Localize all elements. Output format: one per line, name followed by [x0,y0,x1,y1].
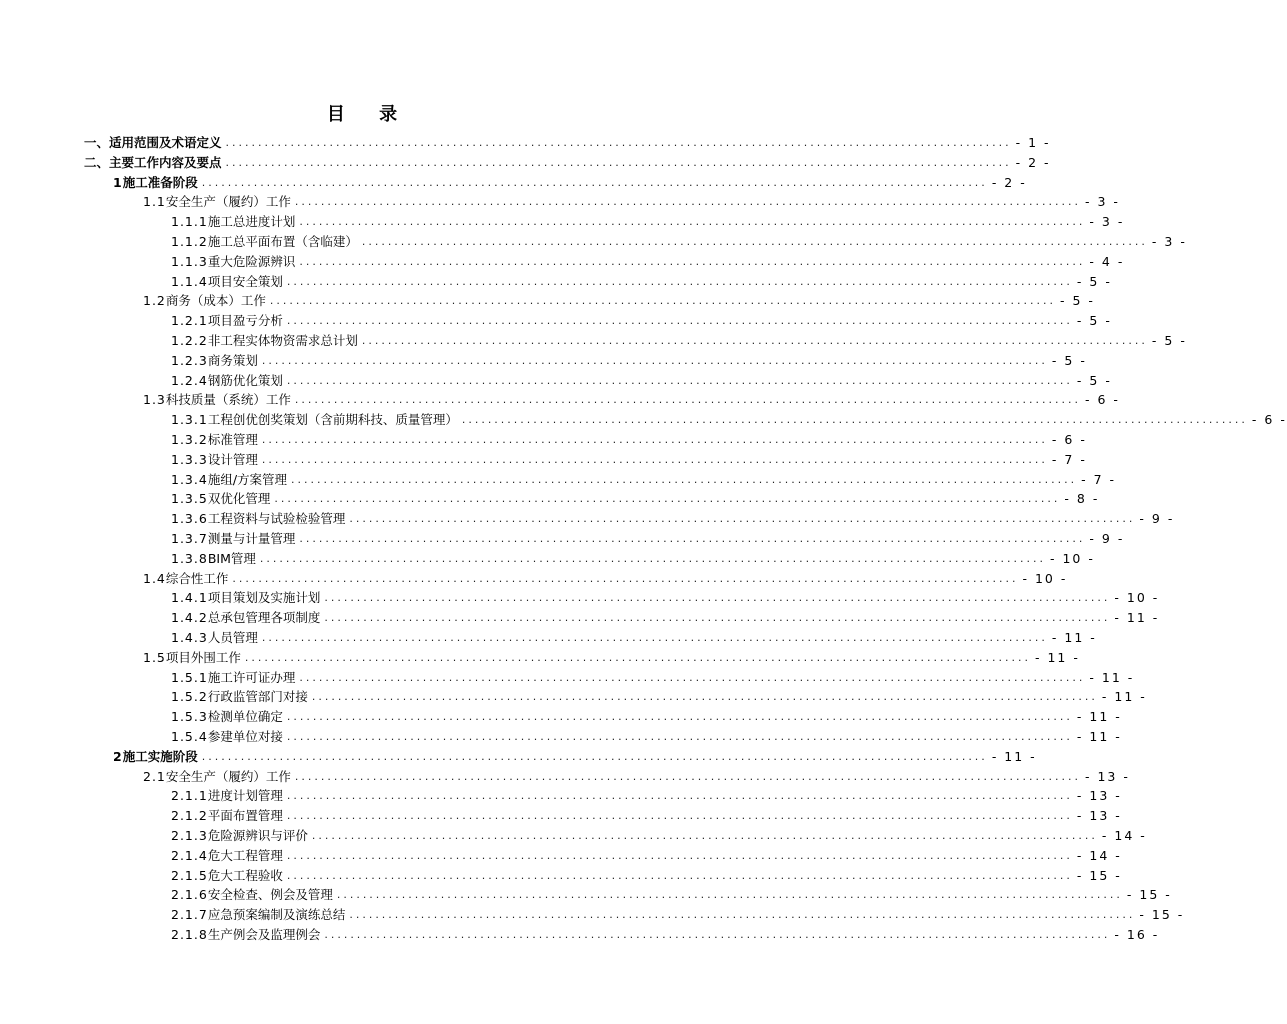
toc-entry-label: 人员管理 [207,630,258,645]
toc-entry-label: 施工总平面布置（含临建） [207,234,358,249]
toc-entry-page: - 15 - [1076,867,1122,883]
toc-entry-label: 行政监管部门对接 [207,689,308,705]
toc-entry[interactable] [143,192,1120,212]
toc-entry-page: - 5 - [1076,273,1112,289]
toc-entry[interactable] [171,905,1185,925]
toc-entry-label: 安全生产（履约）工作 [165,194,291,210]
toc-entry-number: 2.1.1 [171,788,208,804]
toc-entry-label: 一、适用范围及术语定义 [84,135,222,150]
toc-leader-dots: ......................................................................................................................... [261,353,1048,367]
toc-entry-number: 1.5.4 [171,729,208,744]
toc-entry[interactable] [84,153,1051,173]
toc-leader-dots: ......................................................................................................................... [349,908,1136,922]
toc-entry-page: - 9 - [1089,531,1125,546]
toc-entry-number: 2.1.5 [171,867,208,883]
toc-entry[interactable] [171,450,1087,470]
toc-leader-dots: ......................................................................................................................... [361,235,1148,248]
toc-entry-page: - 6 - [1251,412,1287,428]
toc-entry[interactable] [171,252,1125,272]
toc-entry-page: - 11 - [1114,610,1160,626]
toc-leader-dots: ......................................................................................................................... [286,809,1073,823]
toc-entry-page: - 11 - [1076,709,1122,725]
toc-entry[interactable] [171,509,1175,529]
toc-entry-label: 安全生产（履约）工作 [165,768,291,784]
toc-leader-dots: ......................................................................................................................... [269,294,1056,308]
toc-leader-dots: ......................................................................................................................... [286,848,1073,862]
toc-entry-label: 参建单位对接 [207,729,283,744]
toc-entry-number: 1.5 [143,649,166,665]
toc-leader-dots: ......................................................................................................................... [299,532,1086,545]
toc-entry-label: BIM管理 [207,550,256,566]
toc-leader-dots: ......................................................................................................................... [286,314,1073,328]
toc-entry[interactable] [171,529,1125,549]
toc-entry-page: - 15 - [1139,907,1185,923]
toc-entry-label: 设计管理 [207,451,258,467]
toc-entry[interactable] [84,133,1051,153]
toc-entry-page: - 14 - [1101,828,1147,843]
toc-entry-number: 1.3.4 [171,471,208,487]
toc-entry-number: 1.1.1 [171,214,208,230]
toc-entry-page: - 1 - [1015,135,1051,150]
toc-entry[interactable] [143,648,1080,668]
toc-entry-label: 测量与计量管理 [207,531,296,546]
toc-entry[interactable] [171,628,1097,648]
toc-entry[interactable] [171,331,1187,351]
toc-entry-label: 项目策划及实施计划 [207,590,321,606]
toc-entry-number: 1.2 [143,293,166,309]
toc-entry-page: - 15 - [1126,887,1172,903]
toc-entry-number: 2.1.6 [171,887,208,903]
toc-leader-dots: ......................................................................................................................... [244,650,1031,664]
toc-entry-number: 1.3.2 [171,432,208,447]
toc-entry-label: 危大工程管理 [207,847,283,863]
toc-entry[interactable] [171,371,1112,391]
toc-entry-label: 检测单位确定 [207,709,283,725]
toc-entry-page: - 13 - [1076,808,1122,824]
toc-leader-dots: ......................................................................................................................... [361,334,1148,347]
toc-entry[interactable] [171,925,1160,945]
toc-entry-page: - 3 - [1151,234,1187,249]
toc-entry-number: 2.1.4 [171,847,208,863]
toc-entry[interactable] [171,668,1135,688]
toc-entry-page: - 5 - [1051,352,1087,368]
toc-leader-dots: ......................................................................................................................... [286,789,1073,803]
toc-entry-number: 1.1.4 [171,273,208,289]
toc-entry-number: 1.5.1 [171,669,208,685]
toc-entry[interactable] [143,291,1095,311]
toc-entry-label: 二、主要工作内容及要点 [84,154,222,170]
toc-leader-dots: ......................................................................................................................... [324,611,1111,625]
toc-entry[interactable] [171,608,1160,628]
toc-entry-label: 工程创优创奖策划（含前期科技、质量管理） [207,412,458,428]
toc-entry[interactable] [171,806,1122,826]
toc-leader-dots: ......................................................................................................................... [299,215,1086,229]
toc-leader-dots: ......................................................................................................................... [286,868,1073,882]
toc-entry-page: - 5 - [1151,333,1187,348]
toc-entry-page: - 11 - [991,748,1037,764]
toc-entry-page: - 11 - [1051,630,1097,645]
toc-leader-dots: ......................................................................................................................... [232,571,1019,585]
toc-entry-page: - 16 - [1114,927,1160,942]
toc-entry-page: - 6 - [1085,392,1120,408]
toc-entry-page: - 2 - [1015,154,1051,170]
toc-entry-page: - 7 - [1051,451,1087,467]
toc-entry-page: - 7 - [1081,471,1117,487]
toc-entry-number: 1.3 [143,392,166,408]
toc-entry-number: 2.1.3 [171,828,208,843]
toc-entry-label: 项目盈亏分析 [207,313,283,329]
toc-entry-page: - 13 - [1085,768,1130,784]
toc-entry[interactable] [171,885,1172,905]
toc-entry-label: 施工准备阶段 [122,174,198,190]
toc-entry[interactable] [171,866,1122,886]
toc-entry-number: 2.1 [143,768,166,784]
toc-entry[interactable] [171,212,1125,232]
toc-entry[interactable] [143,390,1120,410]
toc-entry[interactable] [171,351,1087,371]
toc-entry-number: 1.2.3 [171,352,208,368]
toc-entry[interactable] [171,549,1095,569]
toc-entry-label: 项目安全策划 [207,273,283,289]
toc-entry[interactable] [171,430,1087,450]
toc-entry-page: - 4 - [1089,253,1125,269]
toc-leader-dots: ......................................................................................................................... [324,928,1111,941]
toc-leader-dots: ......................................................................................................................... [286,373,1073,387]
toc-entry-label: 商务策划 [207,352,258,368]
toc-entry-page: - 5 - [1076,372,1112,388]
toc-entry-label: 施工总进度计划 [207,214,296,230]
toc-entry-label: 项目外围工作 [165,649,241,665]
toc-entry[interactable] [171,272,1112,292]
toc-entry-label: 生产例会及监理例会 [207,927,321,942]
toc-entry-label: 商务（成本）工作 [165,293,266,309]
toc-leader-dots: ......................................................................................................................... [291,472,1078,486]
toc-entry-page: - 10 - [1022,570,1068,586]
toc-entry-page: - 8 - [1064,491,1100,507]
toc-entry-label: 安全检查、例会及管理 [207,887,333,903]
toc-entry-number: 1.1.2 [171,234,208,249]
toc-entry[interactable] [143,767,1130,787]
toc-entry-page: - 3 - [1089,214,1125,230]
toc-entry[interactable] [171,727,1122,747]
toc-entry-number: 1.3.5 [171,491,208,507]
toc-entry-page: - 2 - [991,174,1027,190]
toc-entry[interactable] [171,687,1147,707]
toc-entry-number: 1.4.3 [171,630,208,645]
toc-entry[interactable] [171,846,1122,866]
toc-entry[interactable] [143,569,1068,589]
toc-entry-number: 1.2.2 [171,333,208,348]
toc-entry-page: - 11 - [1076,729,1122,744]
toc-entry-page: - 14 - [1076,847,1122,863]
toc-entry-label: 双优化管理 [207,491,271,507]
toc-leader-dots: ......................................................................................................................... [294,769,1081,783]
toc-leader-dots: ......................................................................................................................... [311,829,1098,842]
toc-entry-number: 1.1.3 [171,253,208,269]
toc-entry-label: 危险源辨识与评价 [207,828,308,843]
toc-leader-dots: ......................................................................................................................... [286,274,1073,288]
toc-leader-dots: ......................................................................................................................... [274,492,1061,506]
toc-entry-number: 1.3.1 [171,412,208,428]
toc-entry[interactable] [171,489,1100,509]
toc-leader-dots: ......................................................................................................................... [259,551,1046,565]
toc-entry-label: 科技质量（系统）工作 [165,392,291,408]
toc-entry-label: 非工程实体物资需求总计划 [207,333,358,348]
toc-entry-number: 1.4.1 [171,590,208,606]
toc-leader-dots: ......................................................................................................................... [299,670,1086,684]
toc-leader-dots: ......................................................................................................................... [261,452,1048,466]
toc-entry-label: 应急预案编制及演练总结 [207,907,346,923]
toc-entry-page: - 3 - [1085,194,1120,210]
toc-entry[interactable] [171,232,1187,252]
toc-leader-dots: ......................................................................................................................... [261,631,1048,644]
toc-leader-dots: ......................................................................................................................... [336,888,1123,902]
toc-entry-page: - 5 - [1076,313,1112,329]
toc-entry-page: - 6 - [1051,432,1087,447]
toc-entry[interactable] [171,826,1147,846]
toc-entry[interactable] [171,311,1112,331]
toc-entry-number: 1.5.3 [171,709,208,725]
toc-entry-label: 危大工程验收 [207,867,283,883]
toc-leader-dots: ......................................................................................................................... [286,730,1073,743]
toc-entry-number: 1.2.4 [171,372,208,388]
toc-entry-number: 1.3.6 [171,511,208,527]
toc-entry[interactable] [171,470,1117,490]
toc-entry-page: - 13 - [1076,788,1122,804]
toc-entry-page: - 9 - [1139,511,1175,527]
toc-leader-dots: ......................................................................................................................... [324,591,1111,605]
toc-entry-label: 进度计划管理 [207,788,283,804]
toc-entry-number: 1.4.2 [171,610,208,626]
toc-entry-page: - 5 - [1060,293,1095,309]
toc-entry-label: 平面布置管理 [207,808,283,824]
toc-entry-number: 1.3.3 [171,451,208,467]
toc-entry[interactable] [171,588,1160,608]
toc-entry[interactable] [113,747,1037,767]
toc-entry-number: 1.3.7 [171,531,208,546]
toc-leader-dots: ......................................................................................................................... [201,175,988,189]
toc-leader-dots: ......................................................................................................................... [261,433,1048,446]
toc-entry-number: 1 [113,174,123,190]
toc-entry-number: 2.1.8 [171,927,208,942]
toc-entry-page: - 10 - [1049,550,1095,566]
toc-entry-label: 重大危险源辨识 [207,253,296,269]
toc-entry-number: 2.1.7 [171,907,208,923]
toc-entry-number: 1.3.8 [171,550,208,566]
toc-entry-label: 综合性工作 [165,570,229,586]
toc-leader-dots: ......................................................................................................................... [286,710,1073,724]
toc-entry-number: 2.1.2 [171,808,208,824]
toc-leader-dots: ......................................................................................................................... [299,254,1086,268]
toc-entry-page: - 11 - [1101,689,1147,705]
toc-entry-label: 总承包管理各项制度 [207,610,321,626]
toc-leader-dots: ......................................................................................................................... [201,749,988,763]
toc-entry-number: 2 [113,748,123,764]
toc-entry-page: - 11 - [1035,649,1080,665]
toc-entry[interactable] [171,707,1122,727]
toc-entry-label: 施工实施阶段 [122,748,198,764]
toc-entry-number: 1.1 [143,194,166,210]
toc-leader-dots: ......................................................................................................................... [294,393,1081,407]
toc-entry-number: 1.5.2 [171,689,208,705]
toc-entry-label: 标准管理 [207,432,258,447]
toc-leader-dots: ......................................................................................................................... [225,155,1012,169]
toc-leader-dots: ......................................................................................................................... [461,413,1248,427]
toc-entry-number: 1.4 [143,570,166,586]
toc-entry[interactable] [171,410,1287,430]
toc-entry[interactable] [171,786,1122,806]
toc-entry-number: 1.2.1 [171,313,208,329]
toc-entry-page: - 11 - [1089,669,1135,685]
toc-entry-label: 施组/方案管理 [207,471,288,487]
toc-leader-dots: ......................................................................................................................... [294,195,1081,209]
toc-entry-label: 钢筋优化策划 [207,372,283,388]
toc-leader-dots: ......................................................................................................................... [349,512,1136,526]
toc-entry-page: - 10 - [1114,590,1160,606]
toc-title: 目 录 [326,104,412,125]
toc-entry-label: 施工许可证办理 [207,669,296,685]
toc-leader-dots: ......................................................................................................................... [311,690,1098,704]
toc-entry-label: 工程资料与试验检验管理 [207,511,346,527]
toc-leader-dots: ......................................................................................................................... [225,136,1012,149]
toc-entry[interactable] [113,173,1027,193]
